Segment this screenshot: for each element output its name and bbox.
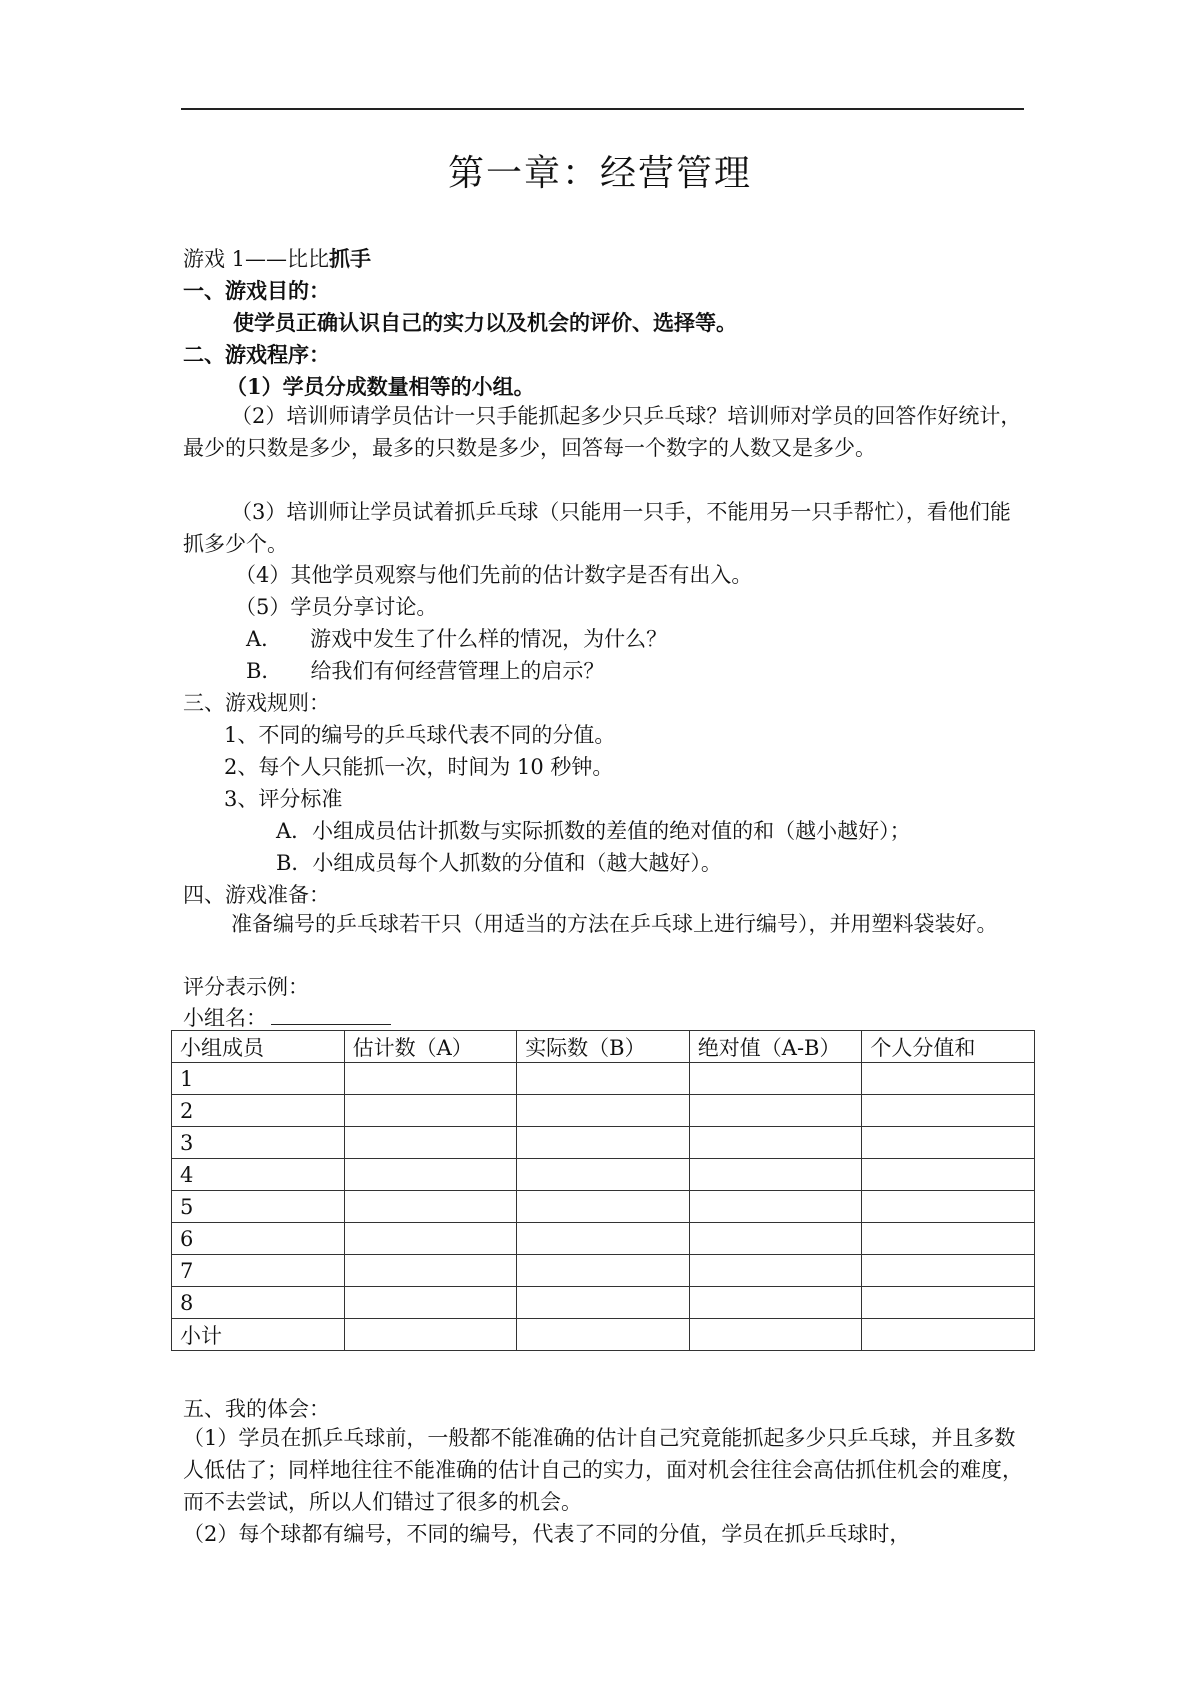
game-title: [183, 244, 371, 274]
table-cell[interactable]: [517, 1287, 690, 1319]
table-cell[interactable]: [517, 1159, 690, 1191]
section-1-heading: 一、游戏目的：: [183, 278, 330, 303]
step-5: （5）学员分享讨论。: [235, 595, 438, 619]
table-cell[interactable]: [862, 1191, 1035, 1223]
table-row: [172, 1095, 1035, 1127]
rule-3-a: A．小组成员估计抓数与实际抓数的差值的绝对值的和（越小越好）；: [276, 819, 911, 843]
table-cell[interactable]: [344, 1063, 517, 1095]
section-5-heading: 五、我的体会：: [183, 1397, 330, 1421]
table-cell[interactable]: [344, 1287, 517, 1319]
question-b-label: B．: [246, 659, 283, 683]
table-cell[interactable]: [344, 1095, 517, 1127]
section-1-text: 使学员正确认识自己的实力以及机会的评价、选择等。: [233, 310, 737, 335]
row-label: 2: [172, 1095, 345, 1127]
table-cell[interactable]: [689, 1127, 862, 1159]
step-3: （3）培训师让学员试着抓乒乓球（只能用一只手，不能用另一只手帮忙），看他们能抓多少个。: [183, 500, 1011, 556]
question-a: [246, 624, 667, 654]
row-label: 6: [172, 1223, 345, 1255]
row-label: 5: [172, 1191, 345, 1223]
rule-3: 3、评分标准: [224, 787, 343, 811]
table-cell[interactable]: [689, 1287, 862, 1319]
table-cell[interactable]: [862, 1063, 1035, 1095]
table-cell[interactable]: [689, 1223, 862, 1255]
table-cell[interactable]: [689, 1063, 862, 1095]
group-name-blank[interactable]: [271, 1002, 391, 1025]
table-cell[interactable]: [689, 1319, 862, 1351]
group-name-row: [183, 1002, 391, 1033]
table-cell[interactable]: [689, 1255, 862, 1287]
table-cell[interactable]: [344, 1319, 517, 1351]
group-name-label: 小组名：: [183, 1006, 267, 1030]
rule-1: 1、不同的编号的乒乓球代表不同的分值。: [224, 723, 616, 747]
question-a-text: 游戏中发生了什么样的情况，为什么？: [310, 627, 668, 651]
table-cell[interactable]: [517, 1127, 690, 1159]
col-header-member: 小组成员: [172, 1031, 345, 1063]
step-1: （1）学员分成数量相等的小组。: [226, 374, 535, 399]
row-label: 3: [172, 1127, 345, 1159]
table-header-row: [172, 1031, 1035, 1063]
reflection-1: （1）学员在抓乒乓球前，一般都不能准确的估计自己究竟能抓起多少只乒乓球，并且多数人低估了；同样地往往不能准确的估计自己的实力，面对机会往往会高估抓住机会的难度，而不去尝试，所以人们错过了很多的机会。: [183, 1426, 1023, 1514]
table-cell[interactable]: [517, 1095, 690, 1127]
question-b: [246, 656, 604, 686]
row-label: 7: [172, 1255, 345, 1287]
step-2: （2）培训师请学员估计一只手能抓起多少只乒乓球？培训师对学员的回答作好统计，最少的只数是多少，最多的只数是多少，回答每一个数字的人数又是多少。: [183, 404, 1022, 460]
col-header-score-sum: 个人分值和: [862, 1031, 1035, 1063]
table-cell[interactable]: [344, 1255, 517, 1287]
table-row: [172, 1191, 1035, 1223]
game-title-prefix: 游戏 1——比比: [183, 247, 330, 271]
table-row-subtotal: [172, 1319, 1035, 1351]
header-rule: [181, 108, 1024, 110]
rule-3-b: B．小组成员每个人抓数的分值和（越大越好）。: [276, 851, 722, 875]
table-row: [172, 1159, 1035, 1191]
score-table: [171, 1030, 1035, 1351]
reflection-2: （2）每个球都有编号，不同的编号，代表了不同的分值，学员在抓乒乓球时，: [183, 1522, 911, 1546]
question-a-label: A．: [246, 627, 283, 651]
table-cell[interactable]: [344, 1223, 517, 1255]
col-header-absolute: 绝对值（A-B）: [689, 1031, 862, 1063]
table-cell[interactable]: [344, 1191, 517, 1223]
col-header-actual: 实际数（B）: [517, 1031, 690, 1063]
section-2-heading: 二、游戏程序：: [183, 342, 330, 367]
table-cell[interactable]: [517, 1063, 690, 1095]
score-example-label: 评分表示例：: [183, 975, 309, 999]
question-b-text: 给我们有何经营管理上的启示？: [310, 659, 605, 683]
table-row: [172, 1287, 1035, 1319]
section-3-heading: 三、游戏规则：: [183, 691, 330, 715]
table-cell[interactable]: [344, 1127, 517, 1159]
rule-2: 2、每个人只能抓一次，时间为 10 秒钟。: [224, 755, 614, 779]
table-cell[interactable]: [862, 1159, 1035, 1191]
table-cell[interactable]: [862, 1095, 1035, 1127]
table-cell[interactable]: [862, 1255, 1035, 1287]
row-label: 8: [172, 1287, 345, 1319]
table-cell[interactable]: [689, 1095, 862, 1127]
chapter-title: 第一章：经营管理: [447, 153, 752, 194]
table-cell[interactable]: [862, 1319, 1035, 1351]
row-label: 4: [172, 1159, 345, 1191]
game-title-bold: 抓手: [329, 246, 372, 271]
table-row: [172, 1127, 1035, 1159]
table-cell[interactable]: [862, 1223, 1035, 1255]
step-4: （4）其他学员观察与他们先前的估计数字是否有出入。: [235, 563, 753, 587]
table-cell[interactable]: [862, 1127, 1035, 1159]
section-4-text: 准备编号的乒乓球若干只（用适当的方法在乒乓球上进行编号），并用塑料袋装好。: [231, 912, 998, 936]
table-cell[interactable]: [689, 1191, 862, 1223]
row-label: 1: [172, 1063, 345, 1095]
table-cell[interactable]: [689, 1159, 862, 1191]
table-row: [172, 1063, 1035, 1095]
table-row: [172, 1223, 1035, 1255]
col-header-estimate: 估计数（A）: [344, 1031, 517, 1063]
table-row: [172, 1255, 1035, 1287]
section-4-heading: 四、游戏准备：: [183, 883, 330, 907]
table-cell[interactable]: [344, 1159, 517, 1191]
table-cell[interactable]: [862, 1287, 1035, 1319]
row-label: 小计: [172, 1319, 345, 1351]
table-cell[interactable]: [517, 1255, 690, 1287]
table-cell[interactable]: [517, 1191, 690, 1223]
table-cell[interactable]: [517, 1319, 690, 1351]
table-cell[interactable]: [517, 1223, 690, 1255]
